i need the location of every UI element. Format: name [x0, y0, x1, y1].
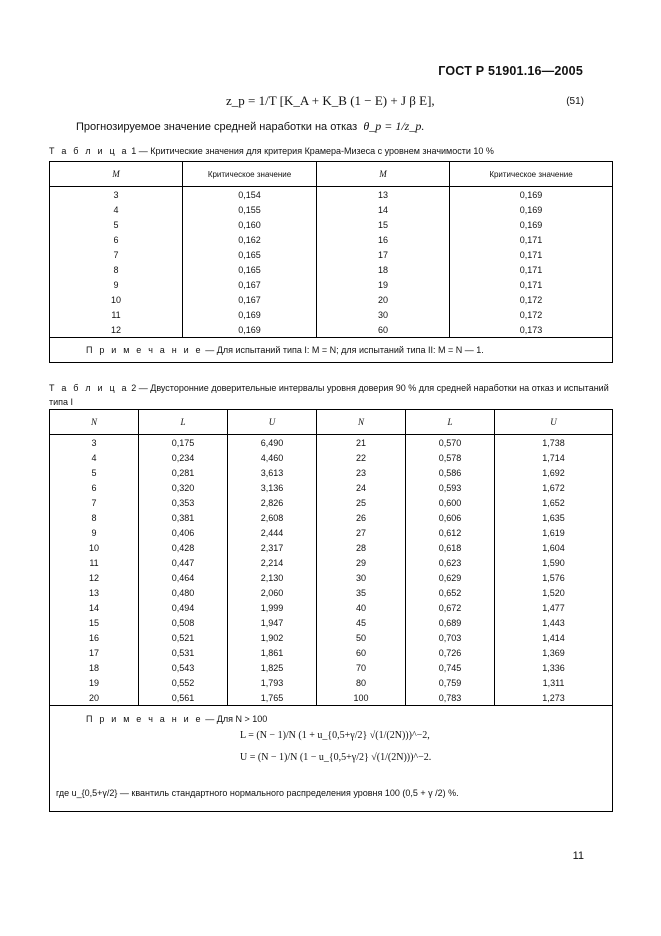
table2-note-text: — Для N > 100 [205, 714, 268, 724]
table-cell: 2,317 [228, 540, 317, 555]
table-cell: 0,464 [139, 570, 228, 585]
table-row [50, 217, 613, 232]
table1-caption [49, 144, 619, 158]
table-cell: 80 [317, 675, 406, 690]
table-cell: 4 [50, 450, 139, 465]
table-cell: 1,369 [495, 645, 613, 660]
formula-l: L = (N − 1)/N (1 + u_{0,5+γ/2} √(1/(2N)))^−2, [240, 730, 430, 741]
table-cell: 11 [50, 307, 183, 322]
table-cell: 0,689 [406, 615, 495, 630]
table-row [50, 322, 613, 338]
table-cell: 0,612 [406, 525, 495, 540]
table-cell: 0,171 [450, 247, 613, 262]
table-cell: 4,460 [228, 450, 317, 465]
table-cell: 0,521 [139, 630, 228, 645]
table2-header-l: L [406, 410, 495, 435]
table-cell: 1,825 [228, 660, 317, 675]
table-cell: 2,444 [228, 525, 317, 540]
table-cell: 0,570 [406, 435, 495, 451]
table-cell: 60 [317, 645, 406, 660]
table-cell: 1,336 [495, 660, 613, 675]
table-cell: 1,999 [228, 600, 317, 615]
table1-note-label: П р и м е ч а н и е [86, 345, 203, 355]
table-row [50, 555, 613, 570]
table-cell: 1,590 [495, 555, 613, 570]
table-cell: 16 [50, 630, 139, 645]
table-cell: 0,623 [406, 555, 495, 570]
table-cell: 5 [50, 217, 183, 232]
table1-caption-text: 1 — Критические значения для критерия Крамера-Мизеса с уровнем значимости 10 % [131, 146, 494, 156]
table-cell: 0,629 [406, 570, 495, 585]
table-cell: 0,154 [183, 187, 317, 203]
table-cell: 0,165 [183, 247, 317, 262]
formula-51: z_p = 1/T [K_A + K_B (1 − E) + J β E], [226, 93, 435, 108]
table-cell: 0,172 [450, 307, 613, 322]
table-cell: 1,652 [495, 495, 613, 510]
table-cell: 1,793 [228, 675, 317, 690]
table-cell: 0,726 [406, 645, 495, 660]
table-cell: 29 [317, 555, 406, 570]
table-cell: 0,169 [183, 322, 317, 338]
table-cell: 8 [50, 510, 139, 525]
table-cell: 0,162 [183, 232, 317, 247]
table-cell: 0,169 [450, 202, 613, 217]
table-cell: 0,480 [139, 585, 228, 600]
table-cell: 1,477 [495, 600, 613, 615]
table-cell: 0,165 [183, 262, 317, 277]
table-cell: 0,606 [406, 510, 495, 525]
table-cell: 11 [50, 555, 139, 570]
table-row [50, 600, 613, 615]
table-cell: 0,171 [450, 277, 613, 292]
table-cell: 4 [50, 202, 183, 217]
table-row [50, 585, 613, 600]
table-cell: 6 [50, 232, 183, 247]
table-cell: 0,173 [450, 322, 613, 338]
table-cell: 5 [50, 465, 139, 480]
table-cell: 28 [317, 540, 406, 555]
table-cell: 0,783 [406, 690, 495, 706]
forecast-text: Прогнозируемое значение средней наработки на отказ [76, 121, 358, 133]
table-cell: 1,576 [495, 570, 613, 585]
table-cell: 40 [317, 600, 406, 615]
table-cell: 1,311 [495, 675, 613, 690]
document-header: ГОСТ Р 51901.16—2005 [438, 64, 583, 78]
table-cell: 0,169 [450, 217, 613, 232]
table-cell: 1,520 [495, 585, 613, 600]
table-cell: 3 [50, 187, 183, 203]
table-cell: 0,428 [139, 540, 228, 555]
table-row [50, 262, 613, 277]
table-cell: 8 [50, 262, 183, 277]
table2-label: Т а б л и ц а [49, 383, 129, 393]
table-row [50, 292, 613, 307]
table-cell: 0,281 [139, 465, 228, 480]
forecast-formula: θ_p = 1/z_p. [363, 119, 425, 133]
table-cell: 0,508 [139, 615, 228, 630]
table-cell: 26 [317, 510, 406, 525]
table-row [50, 247, 613, 262]
table-cell: 3,613 [228, 465, 317, 480]
table-cell: 0,169 [450, 187, 613, 203]
table-cell: 0,652 [406, 585, 495, 600]
table1-header-m: M [317, 162, 450, 187]
table-cell: 7 [50, 495, 139, 510]
table-cell: 1,738 [495, 435, 613, 451]
table-cell: 27 [317, 525, 406, 540]
table-cell: 1,714 [495, 450, 613, 465]
table1-header-crit: Критическое значение [183, 162, 317, 187]
table-cell: 6 [50, 480, 139, 495]
table-cell: 19 [317, 277, 450, 292]
table-cell: 50 [317, 630, 406, 645]
table-cell: 17 [50, 645, 139, 660]
table-cell: 0,447 [139, 555, 228, 570]
formula-number: (51) [566, 96, 584, 107]
table-cell: 30 [317, 307, 450, 322]
table1-header-crit: Критическое значение [450, 162, 613, 187]
formula-u: U = (N − 1)/N (1 − u_{0,5+γ/2} √(1/(2N)))^−2. [240, 752, 432, 763]
page-number: 11 [572, 850, 584, 862]
table-cell: 1,604 [495, 540, 613, 555]
table-cell: 13 [317, 187, 450, 203]
table-cell: 17 [317, 247, 450, 262]
table2-header-u: U [495, 410, 613, 435]
table-row [50, 187, 613, 203]
table-cell: 0,234 [139, 450, 228, 465]
table-cell: 0,160 [183, 217, 317, 232]
table-cell: 1,692 [495, 465, 613, 480]
table-cell: 1,672 [495, 480, 613, 495]
table-cell: 0,381 [139, 510, 228, 525]
table-cell: 0,543 [139, 660, 228, 675]
table-cell: 35 [317, 585, 406, 600]
table-cell: 2,060 [228, 585, 317, 600]
table-cell: 12 [50, 322, 183, 338]
table-cell: 0,171 [450, 262, 613, 277]
table-cell: 0,672 [406, 600, 495, 615]
table-row [50, 435, 613, 451]
table-cell: 3 [50, 435, 139, 451]
table-cell: 18 [317, 262, 450, 277]
table-cell: 1,902 [228, 630, 317, 645]
table-cell: 10 [50, 540, 139, 555]
table-row [50, 630, 613, 645]
table-cell: 0,172 [450, 292, 613, 307]
table-cell: 0,618 [406, 540, 495, 555]
table2-caption-text: 2 — Двусторонние доверительные интервалы уровня доверия 90 % для средней наработки на отказ и испытаний типа I [49, 383, 609, 407]
table-row [50, 202, 613, 217]
table-cell: 2,826 [228, 495, 317, 510]
table-cell: 6,490 [228, 435, 317, 451]
table-cell: 70 [317, 660, 406, 675]
table-cell: 0,175 [139, 435, 228, 451]
table-cell: 1,273 [495, 690, 613, 706]
table-row [50, 480, 613, 495]
table2 [49, 409, 613, 812]
table-row [50, 660, 613, 675]
table1-note-text: — Для испытаний типа I: M = N; для испытаний типа II: M = N — 1. [205, 345, 484, 355]
table-row [50, 450, 613, 465]
table-cell: 0,561 [139, 690, 228, 706]
table-cell: 20 [317, 292, 450, 307]
table-row [50, 540, 613, 555]
table-cell: 1,765 [228, 690, 317, 706]
table-cell: 0,167 [183, 277, 317, 292]
table-cell: 14 [317, 202, 450, 217]
table-cell: 30 [317, 570, 406, 585]
forecast-line [76, 119, 424, 134]
table1-header-m: M [50, 162, 183, 187]
table-cell: 0,552 [139, 675, 228, 690]
table-cell: 2,130 [228, 570, 317, 585]
table-cell: 0,494 [139, 600, 228, 615]
table-cell: 19 [50, 675, 139, 690]
table2-header-u: U [228, 410, 317, 435]
table-cell: 18 [50, 660, 139, 675]
table1-note [50, 338, 613, 363]
table-cell: 0,155 [183, 202, 317, 217]
table-cell: 0,745 [406, 660, 495, 675]
table-cell: 23 [317, 465, 406, 480]
table-cell: 0,171 [450, 232, 613, 247]
table-cell: 1,443 [495, 615, 613, 630]
table-cell: 45 [317, 615, 406, 630]
table-cell: 3,136 [228, 480, 317, 495]
table-row [50, 525, 613, 540]
table-cell: 15 [50, 615, 139, 630]
table-row [50, 510, 613, 525]
table-row [50, 277, 613, 292]
table2-header-l: L [139, 410, 228, 435]
table-cell: 60 [317, 322, 450, 338]
table2-header-n: N [317, 410, 406, 435]
table-cell: 0,703 [406, 630, 495, 645]
table-cell: 0,586 [406, 465, 495, 480]
table-row [50, 675, 613, 690]
table-row [50, 307, 613, 322]
table-cell: 2,214 [228, 555, 317, 570]
table-row [50, 645, 613, 660]
table-cell: 10 [50, 292, 183, 307]
table-row [50, 465, 613, 480]
table2-header-n: N [50, 410, 139, 435]
table-cell: 7 [50, 247, 183, 262]
table-row [50, 232, 613, 247]
table-cell: 0,406 [139, 525, 228, 540]
table-cell: 1,861 [228, 645, 317, 660]
where-text: где u_{0,5+γ/2} — квантиль стандартного нормального распределения уровня 100 (0,5 + γ /2) %. [56, 788, 459, 798]
table-row [50, 495, 613, 510]
table-cell: 22 [317, 450, 406, 465]
table-cell: 1,635 [495, 510, 613, 525]
table-cell: 9 [50, 277, 183, 292]
table-cell: 2,608 [228, 510, 317, 525]
table-cell: 25 [317, 495, 406, 510]
table-cell: 14 [50, 600, 139, 615]
table1-label: Т а б л и ц а [49, 146, 129, 156]
table-cell: 1,414 [495, 630, 613, 645]
table2-note-head [86, 714, 267, 724]
table-cell: 1,619 [495, 525, 613, 540]
table2-caption [49, 381, 619, 409]
table-cell: 0,169 [183, 307, 317, 322]
table-cell: 0,578 [406, 450, 495, 465]
table-cell: 1,947 [228, 615, 317, 630]
table-cell: 0,353 [139, 495, 228, 510]
table-cell: 20 [50, 690, 139, 706]
table-cell: 0,759 [406, 675, 495, 690]
table-cell: 0,167 [183, 292, 317, 307]
table-cell: 0,320 [139, 480, 228, 495]
table2-note-label: П р и м е ч а н и е [86, 714, 203, 724]
table-cell: 0,593 [406, 480, 495, 495]
table-cell: 24 [317, 480, 406, 495]
table-cell: 12 [50, 570, 139, 585]
table-cell: 0,531 [139, 645, 228, 660]
table-cell: 9 [50, 525, 139, 540]
table-cell: 16 [317, 232, 450, 247]
table2-note [50, 706, 613, 812]
table-row [50, 615, 613, 630]
table-row [50, 570, 613, 585]
table-row [50, 690, 613, 706]
table1 [49, 161, 613, 363]
table-cell: 15 [317, 217, 450, 232]
table-cell: 0,600 [406, 495, 495, 510]
table-cell: 100 [317, 690, 406, 706]
table-cell: 21 [317, 435, 406, 451]
table-cell: 13 [50, 585, 139, 600]
